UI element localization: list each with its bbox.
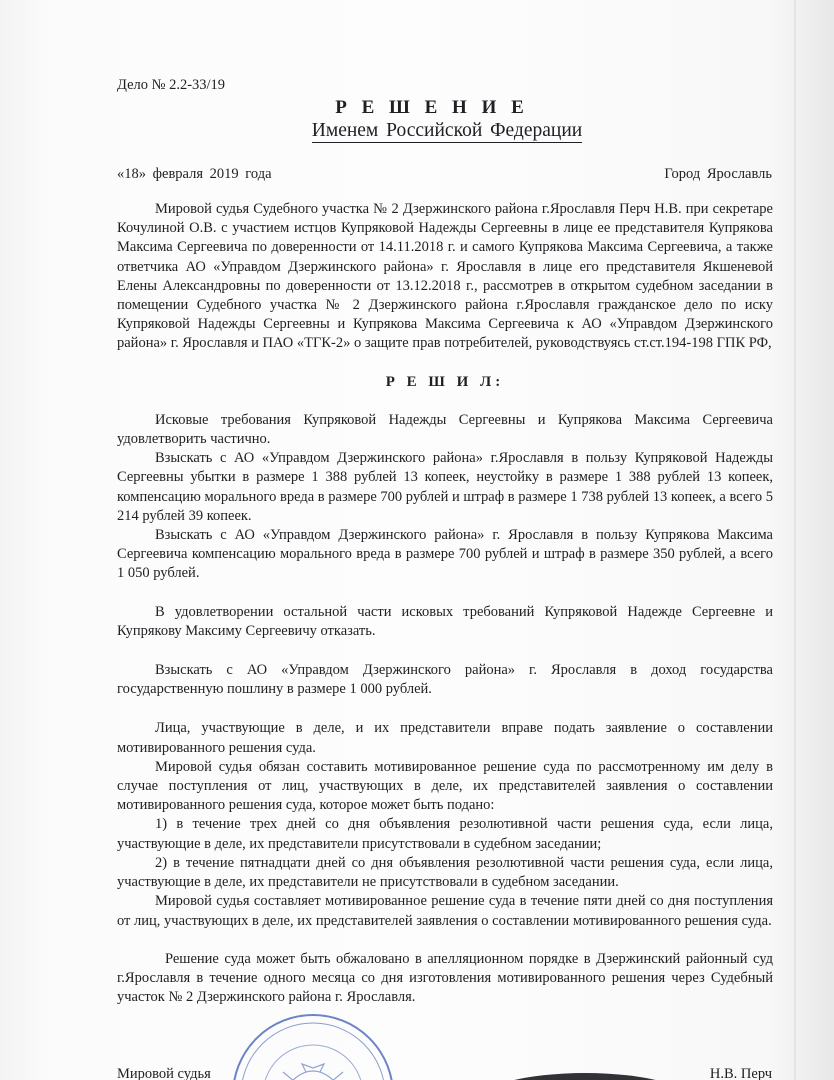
paragraph-award-2: Взыскать с АО «Управдом Дзержинского района» г. Ярославля в пользу Купрякова Максима Сергеевича компенсацию морального вреда в размере 700 рублей и штраф в размере 350 рублей, а всего 1 050 рублей. xyxy=(117,527,773,582)
paragraph-refusal: В удовлетворении остальной части исковых требований Купряковой Надежде Сергеевне и Купрякову Максиму Сергеевичу отказать. xyxy=(117,603,773,639)
paragraph-appeal: Решение суда может быть обжаловано в апелляционном порядке в Дзержинский районный суд г.Ярославля в течение одного месяца со дня изготовления мотивированного решения через Судебный участок № 2 Дзержинского района г. Ярославля. xyxy=(117,950,773,1006)
signature-role: Мировой судья xyxy=(117,1066,211,1080)
paragraph-state-duty: Взыскать с АО «Управдом Дзержинского района» г. Ярославля в доход государства государственную пошлину в размере 1 000 рублей. xyxy=(117,662,773,698)
document-subtitle: Именем Российской Федерации xyxy=(311,120,583,141)
paragraph-award-1: Взыскать с АО «Управдом Дзержинского района» г.Ярославля в пользу Купряковой Надежды Сергеевны убытки в размере 1 388 рублей 13 копеек, неустойку в размере 1 388 рублей 13 копеек, компенсацию морального вреда в размере 700 рублей и штраф в размере 1 738 рублей 13 копеек, а всего 5 214 рублей 39 копеек. xyxy=(117,450,773,524)
document-body xyxy=(117,200,773,1007)
page-fold-shadow xyxy=(794,0,796,1080)
intro-paragraph: Мировой судья Судебного участка № 2 Дзержинского района г.Ярославля Перч Н.В. при секретаре Кочулиной О.В. с участием истцов Купряковой Надежды Сергеевны в лице ее представителя Купрякова Максима Сергеевича по доверенности от 14.11.2018 г. и самого Купрякова Максима Сергеевича, а также ответчика АО «Управдом Дзержинского района» г. Ярославля в лице его представителя Якшеневой Елены Александровны по доверенности от 13.12.2018 г., рассмотрев в открытом судебном заседании в помещении Судебного участка № 2 Дзержинского района г.Ярославля гражданское дело по иску Купряковой Надежды Сергеевны и Купрякова Максима Сергеевича к АО «Управдом Дзержинского района» г. Ярославля и ПАО «ТГК-2» о защите прав потребителей, руководствуясь ст.ст.194-198 ГПК РФ, xyxy=(117,201,773,352)
case-number: Дело № 2.2-33/19 xyxy=(117,77,226,93)
document-title: Р Е Ш Е Н И Е xyxy=(335,97,529,118)
paragraph-obligation: Мировой судья обязан составить мотивированное решение суда по рассмотренному им делу в случае поступления от лиц, участвующих в деле, их представителей заявления о составлении мотивированного решения суда, которое может быть подано: xyxy=(117,758,773,814)
paragraph-claims: Исковые требования Купряковой Надежды Сергеевны и Купрякова Максима Сергеевича удовлетворить частично. xyxy=(117,411,773,448)
paragraph-rights: Лица, участвующие в деле, и их представители вправе подать заявление о составлении мотивированного решения суда. xyxy=(117,720,773,756)
signature-name: Н.В. Перч xyxy=(709,1066,772,1080)
signature-stamp-icon xyxy=(470,1058,700,1080)
court-seal-icon xyxy=(228,1010,398,1080)
section-heading: Р Е Ш И Л: xyxy=(385,373,505,390)
decision-city: Город Ярославль xyxy=(664,166,772,182)
paragraph-term-1: 1) в течение трех дней со дня объявления резолютивной части решения суда, если лица, участвующие в деле, их представители присутствовали в судебном заседании; xyxy=(117,816,773,852)
decision-date: «18» февраля 2019 года xyxy=(117,166,272,182)
paragraph-term-2: 2) в течение пятнадцати дней со дня объявления резолютивной части решения суда, если лица, участвующие в деле, их представители не присутствовали в судебном заседании. xyxy=(117,854,773,891)
paragraph-motivated: Мировой судья составляет мотивированное решение суда в течение пяти дней со дня поступления от лиц, участвующих в деле, их представителей заявления о составлении мотивированного решения суда. xyxy=(117,893,773,929)
